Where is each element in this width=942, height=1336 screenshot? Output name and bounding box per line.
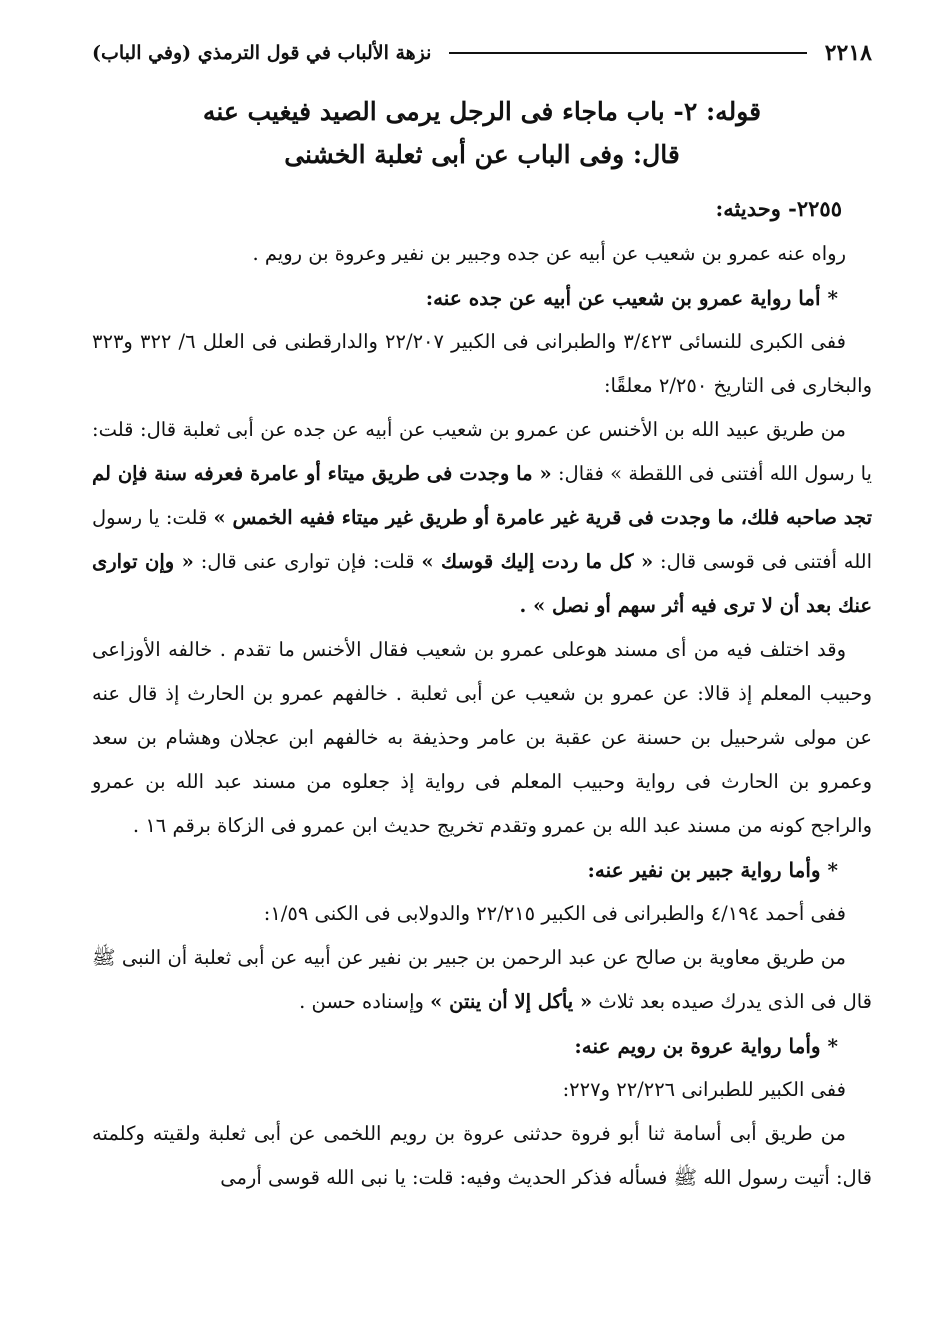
prophetic-quote: « ما وجدت فى طريق ميتاء أو عامرة فعرفه سنة فإن لم تجد صاحبه فلك، ما وجدت فى قرية غير عامرة أو طريق غير ميتاء ففيه الخمس » (92, 462, 872, 529)
sources-urwa: ففى الكبير للطبرانى ٢٢/٢٢٦ و٢٢٧: (562, 1078, 846, 1101)
intro-paragraph: رواه عنه عمرو بن شعيب عن أبيه عن جده وجبير بن نفير وعروة بن رويم . (252, 242, 846, 265)
grading-text: وإسناده حسن . (299, 990, 424, 1013)
hadith-text-amr (92, 408, 872, 628)
header-rule (449, 52, 806, 54)
section-heading-jubayr: * وأما رواية جبير بن نفير عنه: (587, 858, 838, 882)
running-title: نزهة الألباب في قول الترمذي (وفي الباب) (92, 42, 432, 64)
hadith-text-jubayr (92, 936, 872, 1024)
chain-text: من طريق عبيد الله بن الأخنس عن عمرو بن شعيب عن أبيه عن جده عن أبى ثعلبة (182, 418, 846, 441)
prophetic-quote: « يأكل إلا أن ينتن » (430, 990, 593, 1013)
prophetic-quote: « وإن توارى عنك بعد أن لا ترى فيه أثر سهم أو نصل » . (92, 550, 872, 617)
prophetic-quote: « كل ما ردت إليك قوسك » (421, 550, 654, 573)
hadith-number: ٢٢٥٥- وحديثه: (715, 196, 842, 221)
running-header (92, 34, 872, 72)
narration-text: قال: قلت: يا رسول الله أفتنى فى اللقطة » فقال: (92, 418, 872, 485)
chapter-subtitle: قال: وفى الباب عن أبى ثعلبة الخشنى (284, 140, 680, 169)
page-number: ٢٢١٨ (824, 40, 872, 66)
discussion-paragraph: وقد اختلف فيه من أى مسند هوعلى عمرو بن شعيب فقال الأخنس ما تقدم . خالفه الأوزاعى وحبيب المعلم إذ قالا: عن عمرو بن شعيب عن أبى ثعلبة . خالفهم عمرو بن الحارث إذ قال عنه عن مولى شرحبيل بن حسنة عن عقبة بن عامر وحذيفة به خالفهم ابن عجلان وهشام بن سعد وعمرو بن الحارث فى رواية وحبيب المعلم فى رواية إذ جعلوه من مسند عبد الله بن عمرو والراجح كونه من مسند عبد الله بن عمرو وتقدم تخريج حديث ابن عمرو فى الزكاة برقم ١٦ . (92, 638, 872, 837)
chain-text: من طريق معاوية بن صالح عن عبد الرحمن بن جبير بن نفير عن أبيه عن أبى ثعلبة أن النبى ﷺ قال فى الذى يدرك صيده بعد ثلاث (92, 946, 872, 1013)
narration-text: قلت: يا رسول الله أفتنى فى قوسى قال: (92, 506, 873, 573)
section-heading-urwa: * وأما رواية عروة بن رويم عنه: (574, 1034, 838, 1058)
narration-text: قلت: فإن توارى عنى قال: (200, 550, 415, 573)
sources-jubayr: ففى أحمد ٤/١٩٤ والطبرانى فى الكبير ٢٢/٢١٥ والدولابى فى الكنى ١/٥٩: (263, 902, 846, 925)
hadith-text-urwa: من طريق أبى أسامة ثنا أبو فروة حدثنى عروة بن رويم اللخمى عن أبى ثعلبة ولقيته وكلمته قال: أتيت رسول الله ﷺ فسأله فذكر الحديث وفيه: قلت: يا نبى الله قوسى أرمى (92, 1122, 872, 1189)
sources-amr: ففى الكبرى للنسائى ٣/٤٢٣ والطبرانى فى الكبير ٢٢/٢٠٧ والدارقطنى فى العلل ٦/ ٣٢٢ و٣٢٣ والبخارى فى التاريخ ٢/٢٥٠ معلقًا: (92, 330, 872, 397)
section-heading-amr: * أما رواية عمرو بن شعيب عن أبيه عن جده عنه: (425, 286, 838, 310)
chapter-title: قوله: ٢- باب ماجاء فى الرجل يرمى الصيد فيغيب عنه (202, 97, 762, 126)
